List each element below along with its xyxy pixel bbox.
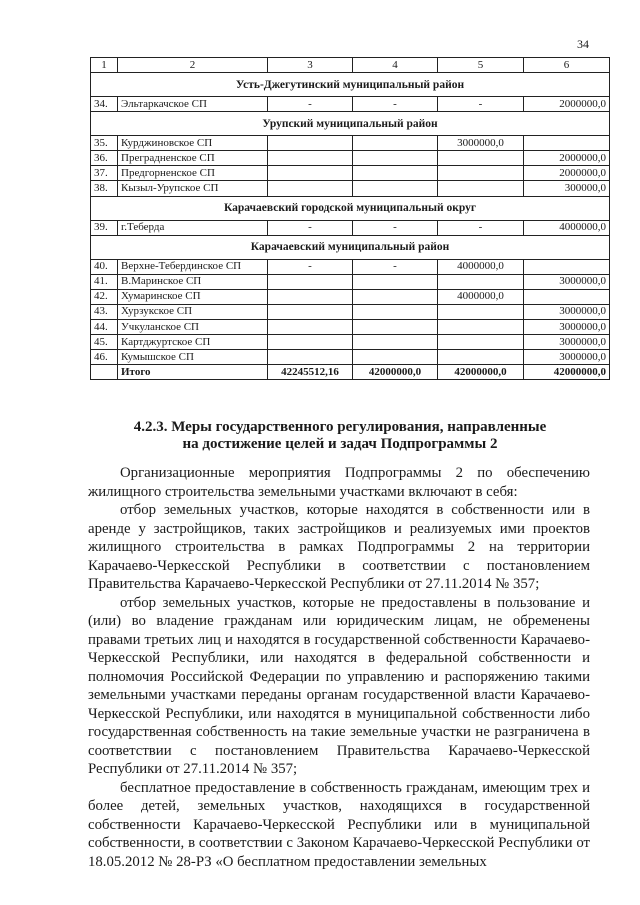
table-cell: Верхне-Тебердинское СП bbox=[118, 259, 268, 274]
table-row bbox=[91, 335, 610, 350]
table-row bbox=[91, 220, 610, 235]
section-heading bbox=[60, 419, 620, 453]
table-section-row bbox=[91, 196, 610, 220]
table-section-row bbox=[91, 112, 610, 136]
table-cell: 3000000,0 bbox=[524, 274, 610, 289]
table-row bbox=[91, 151, 610, 166]
table-cell: 41. bbox=[91, 274, 118, 289]
table-row bbox=[91, 304, 610, 319]
table-cell bbox=[438, 151, 524, 166]
table-cell: 42000000,0 bbox=[438, 365, 524, 380]
table-body bbox=[91, 58, 610, 380]
table-cell bbox=[524, 259, 610, 274]
table-cell bbox=[438, 320, 524, 335]
table-cell: 4000000,0 bbox=[524, 220, 610, 235]
table-cell: - bbox=[438, 220, 524, 235]
table-cell: 44. bbox=[91, 320, 118, 335]
table-cell bbox=[353, 304, 438, 319]
table-cell bbox=[268, 181, 353, 196]
table-cell bbox=[353, 289, 438, 304]
table-row bbox=[91, 350, 610, 365]
table-cell bbox=[438, 304, 524, 319]
section-title: Усть-Джегутинский муниципальный район bbox=[91, 73, 610, 97]
table-cell: Учкуланское СП bbox=[118, 320, 268, 335]
table-section-row bbox=[91, 235, 610, 259]
table-cell bbox=[91, 365, 118, 380]
section-title: Карачаевский городской муниципальный округ bbox=[91, 196, 610, 220]
table-cell: - bbox=[353, 220, 438, 235]
table-cell bbox=[268, 151, 353, 166]
table-cell: 42245512,16 bbox=[268, 365, 353, 380]
table-cell: 37. bbox=[91, 166, 118, 181]
section-title: Карачаевский муниципальный район bbox=[91, 235, 610, 259]
table-cell: 35. bbox=[91, 136, 118, 151]
table-row bbox=[91, 97, 610, 112]
table-cell: - bbox=[353, 97, 438, 112]
table-cell: 3000000,0 bbox=[524, 350, 610, 365]
table-cell bbox=[438, 335, 524, 350]
table-cell bbox=[353, 181, 438, 196]
page-number: 34 bbox=[577, 37, 589, 51]
table-cell: Картджуртское СП bbox=[118, 335, 268, 350]
table-cell: 2000000,0 bbox=[524, 151, 610, 166]
table-cell bbox=[353, 335, 438, 350]
table-cell: 4000000,0 bbox=[438, 259, 524, 274]
table-cell: 42000000,0 bbox=[524, 365, 610, 380]
column-header: 1 bbox=[91, 58, 118, 73]
table-cell: Эльтаркачское СП bbox=[118, 97, 268, 112]
table-row bbox=[91, 259, 610, 274]
table-cell bbox=[438, 274, 524, 289]
table-cell bbox=[268, 335, 353, 350]
table-cell bbox=[268, 289, 353, 304]
paragraph: отбор земельных участков, которые не предоставлены в пользование и (или) во владение гражданам или юридическим лицам, не обременены правами третьих лиц и находятся в государственной собственности Карачаево-Черкесской Республики, или находятся в федеральной собственности и полномочия Российской Федерации по управлению и распоряжению такими земельными участками переданы органам государственной власти Карачаево-Черкесской Республики, или находятся в муниципальной собственности либо государственная собственность на такие земельные участки не разграничена в соответствии с постановлением Правительства Карачаево-Черкесской Республики от 27.11.2014 № 357; bbox=[88, 594, 590, 777]
table-row bbox=[91, 166, 610, 181]
table-row bbox=[91, 289, 610, 304]
table-cell: 2000000,0 bbox=[524, 97, 610, 112]
table-cell bbox=[268, 350, 353, 365]
table-cell bbox=[268, 274, 353, 289]
table-cell bbox=[353, 151, 438, 166]
table-cell bbox=[268, 304, 353, 319]
table-cell bbox=[524, 289, 610, 304]
table-cell bbox=[353, 274, 438, 289]
table-cell: 40. bbox=[91, 259, 118, 274]
table-cell: 4000000,0 bbox=[438, 289, 524, 304]
table-cell: - bbox=[268, 220, 353, 235]
table-cell bbox=[353, 350, 438, 365]
table-cell: 46. bbox=[91, 350, 118, 365]
table-cell bbox=[353, 320, 438, 335]
table-row bbox=[91, 274, 610, 289]
table-cell: - bbox=[268, 259, 353, 274]
table-cell: 3000000,0 bbox=[438, 136, 524, 151]
table-cell: 300000,0 bbox=[524, 181, 610, 196]
table-cell: 43. bbox=[91, 304, 118, 319]
table-cell: 3000000,0 bbox=[524, 335, 610, 350]
table-cell: Кумышское СП bbox=[118, 350, 268, 365]
table-cell: 42. bbox=[91, 289, 118, 304]
paragraph: Организационные мероприятия Подпрограммы 2 по обеспечению жилищного строительства земельными участками включают в себя: bbox=[88, 465, 590, 500]
table-cell: 36. bbox=[91, 151, 118, 166]
funding-table bbox=[90, 57, 610, 380]
column-header: 2 bbox=[118, 58, 268, 73]
body-text bbox=[88, 464, 590, 871]
table-cell bbox=[438, 166, 524, 181]
heading-line-1: 4.2.3. Меры государственного регулирования, направленные bbox=[133, 419, 547, 435]
table-cell: 34. bbox=[91, 97, 118, 112]
table-cell bbox=[438, 181, 524, 196]
table-cell: Курджиновское СП bbox=[118, 136, 268, 151]
column-header: 5 bbox=[438, 58, 524, 73]
table-cell bbox=[353, 136, 438, 151]
table-cell bbox=[268, 136, 353, 151]
column-header: 4 bbox=[353, 58, 438, 73]
table-cell: Предгорненское СП bbox=[118, 166, 268, 181]
table-row bbox=[91, 136, 610, 151]
table-cell: 39. bbox=[91, 220, 118, 235]
table-cell: 38. bbox=[91, 181, 118, 196]
table-cell: Кызыл-Урупское СП bbox=[118, 181, 268, 196]
table-section-row bbox=[91, 73, 610, 97]
table-cell: 3000000,0 bbox=[524, 320, 610, 335]
table-cell: - bbox=[438, 97, 524, 112]
table-cell: - bbox=[268, 97, 353, 112]
table-cell: Хурзукское СП bbox=[118, 304, 268, 319]
table-cell: - bbox=[353, 259, 438, 274]
table-cell bbox=[268, 166, 353, 181]
table-cell: Преградненское СП bbox=[118, 151, 268, 166]
table-row bbox=[91, 181, 610, 196]
table-row bbox=[91, 320, 610, 335]
table-cell: Итого bbox=[118, 365, 268, 380]
table-total-row bbox=[91, 365, 610, 380]
table-cell: 2000000,0 bbox=[524, 166, 610, 181]
column-header: 6 bbox=[524, 58, 610, 73]
table-cell: 45. bbox=[91, 335, 118, 350]
section-title: Урупский муниципальный район bbox=[91, 112, 610, 136]
column-header: 3 bbox=[268, 58, 353, 73]
table-cell: В.Маринское СП bbox=[118, 274, 268, 289]
paragraph: бесплатное предоставление в собственность гражданам, имеющим трех и более детей, земельных участков, находящихся в государственной собственности Карачаево-Черкесской Республики или в муниципальной собственности, в соответствии с Законом Карачаево-Черкесской Республики от 18.05.2012 № 28-РЗ «О бесплатном предоставлении земельных bbox=[88, 779, 590, 870]
table-cell bbox=[438, 350, 524, 365]
table-cell bbox=[353, 166, 438, 181]
table-cell: 42000000,0 bbox=[353, 365, 438, 380]
table-cell: Хумаринское СП bbox=[118, 289, 268, 304]
table-header-row bbox=[91, 58, 610, 73]
table-cell bbox=[524, 136, 610, 151]
table-cell: 3000000,0 bbox=[524, 304, 610, 319]
table-cell: г.Теберда bbox=[118, 220, 268, 235]
heading-line-2: на достижение целей и задач Подпрограммы 2 bbox=[182, 436, 498, 452]
table-cell bbox=[268, 320, 353, 335]
paragraph: отбор земельных участков, которые находятся в собственности или в аренде у застройщиков, таких застройщиков и реализуемых ими проектов жилищного строительства в рамках Подпрограммы 2 на территории Карачаево-Черкесской Республики в соответствии с постановлением Правительства Карачаево-Черкесской Республики от 27.11.2014 № 357; bbox=[88, 502, 590, 592]
